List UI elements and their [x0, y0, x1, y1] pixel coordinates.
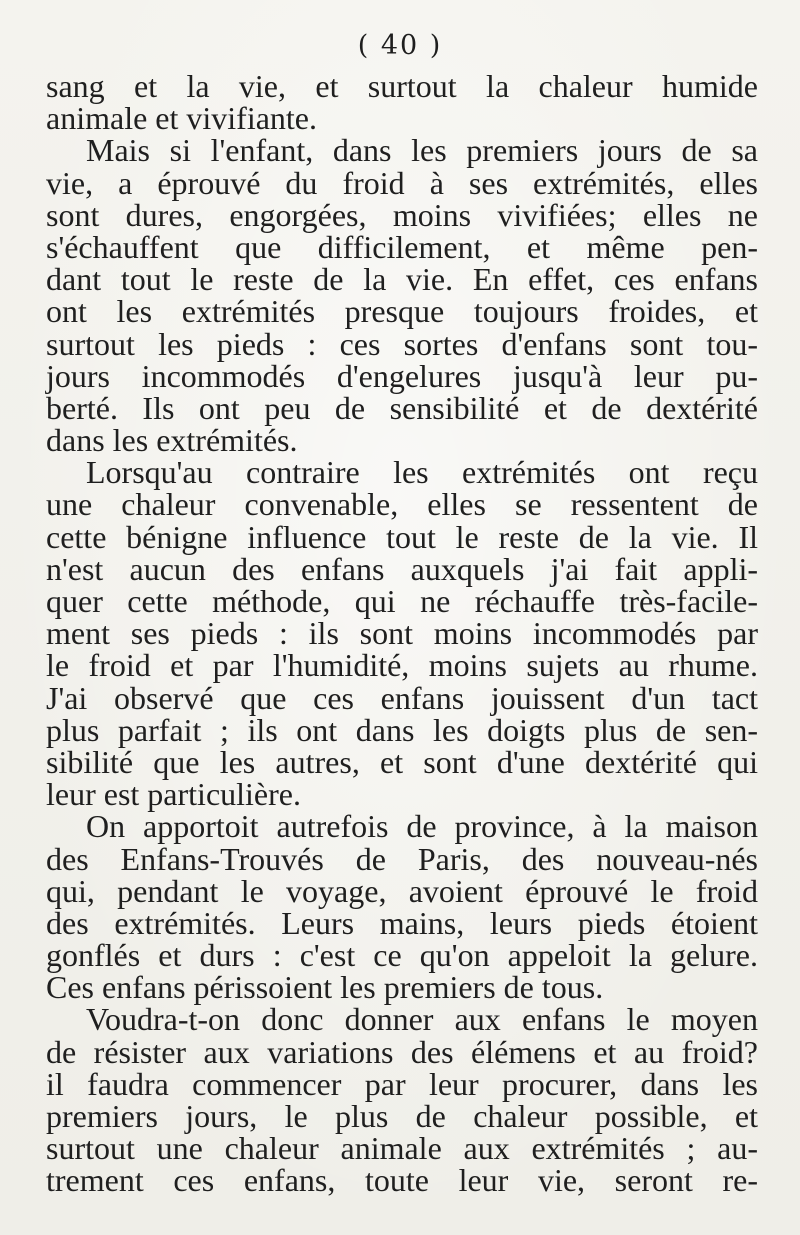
- text-line: plus parfait ; ils ont dans les doigts plus de sen-: [46, 711, 758, 748]
- text-line: J'ai observé que ces enfans jouissent d'un tact: [46, 679, 758, 716]
- text-line: une chaleur convenable, elles se ressentent de: [46, 486, 758, 523]
- text-line: vie, a éprouvé du froid à ses extrémités, elles: [46, 164, 758, 201]
- body-text: [46, 70, 758, 1197]
- text-line: des Enfans-Trouvés de Paris, des nouveau-nés: [46, 840, 758, 877]
- text-line: il faudra commencer par leur procurer, dans les: [46, 1065, 758, 1102]
- text-line: des extrémités. Leurs mains, leurs pieds étoient: [46, 904, 758, 941]
- text-line: ont les extrémités presque toujours froides, et: [46, 293, 758, 330]
- text-line: Ces enfans périssoient les premiers de tous.: [46, 969, 604, 1006]
- text-line: berté. Ils ont peu de sensibilité et de dextérité: [46, 389, 758, 426]
- text-line: trement ces enfans, toute leur vie, seront re-: [46, 1162, 758, 1199]
- text-line: premiers jours, le plus de chaleur possible, et: [46, 1098, 758, 1134]
- text-line: dans les extrémités.: [46, 422, 298, 459]
- text-line: Lorsqu'au contraire les extrémités ont reçu: [86, 454, 758, 491]
- text-line: sang et la vie, et surtout la chaleur humide: [46, 68, 758, 104]
- text-line: quer cette méthode, qui ne réchauffe très-facile-: [46, 583, 758, 619]
- text-line: s'échauffent que difficilement, et même pen-: [46, 228, 758, 265]
- text-line: n'est aucun des enfans auxquels j'ai fait appli-: [46, 550, 758, 587]
- text-line: cette bénigne influence tout le reste de la vie. Il: [46, 518, 758, 555]
- text-line: sibilité que les autres, et sont d'une dextérité qui: [46, 743, 758, 780]
- text-line: ment ses pieds : ils sont moins incommodés par: [46, 615, 758, 652]
- text-line: surtout une chaleur animale aux extrémités ; au-: [46, 1130, 758, 1167]
- text-line: le froid et par l'humidité, moins sujets au rhume.: [46, 647, 758, 684]
- page-number: ( 40 ): [357, 30, 443, 61]
- text-line: surtout les pieds : ces sortes d'enfans sont tou-: [46, 325, 758, 362]
- text-line: de résister aux variations des élémens et au froid?: [46, 1033, 758, 1070]
- text-line: qui, pendant le voyage, avoient éprouvé le froid: [46, 872, 758, 909]
- text-line: Voudra-t-on donc donner aux enfans le moyen: [86, 1001, 758, 1038]
- text-line: gonflés et durs : c'est ce qu'on appeloit la gelure.: [46, 937, 758, 974]
- text-line: leur est particulière.: [46, 776, 301, 813]
- text-line: Mais si l'enfant, dans les premiers jours de sa: [86, 132, 758, 169]
- text-line: On apportoit autrefois de province, à la maison: [86, 808, 758, 845]
- text-line: jours incommodés d'engelures jusqu'à leur pu-: [46, 357, 758, 394]
- text-line: animale et vivifiante.: [46, 100, 317, 137]
- text-line: dant tout le reste de la vie. En effet, ces enfans: [46, 261, 758, 298]
- text-line: sont dures, engorgées, moins vivifiées; elles ne: [46, 196, 758, 233]
